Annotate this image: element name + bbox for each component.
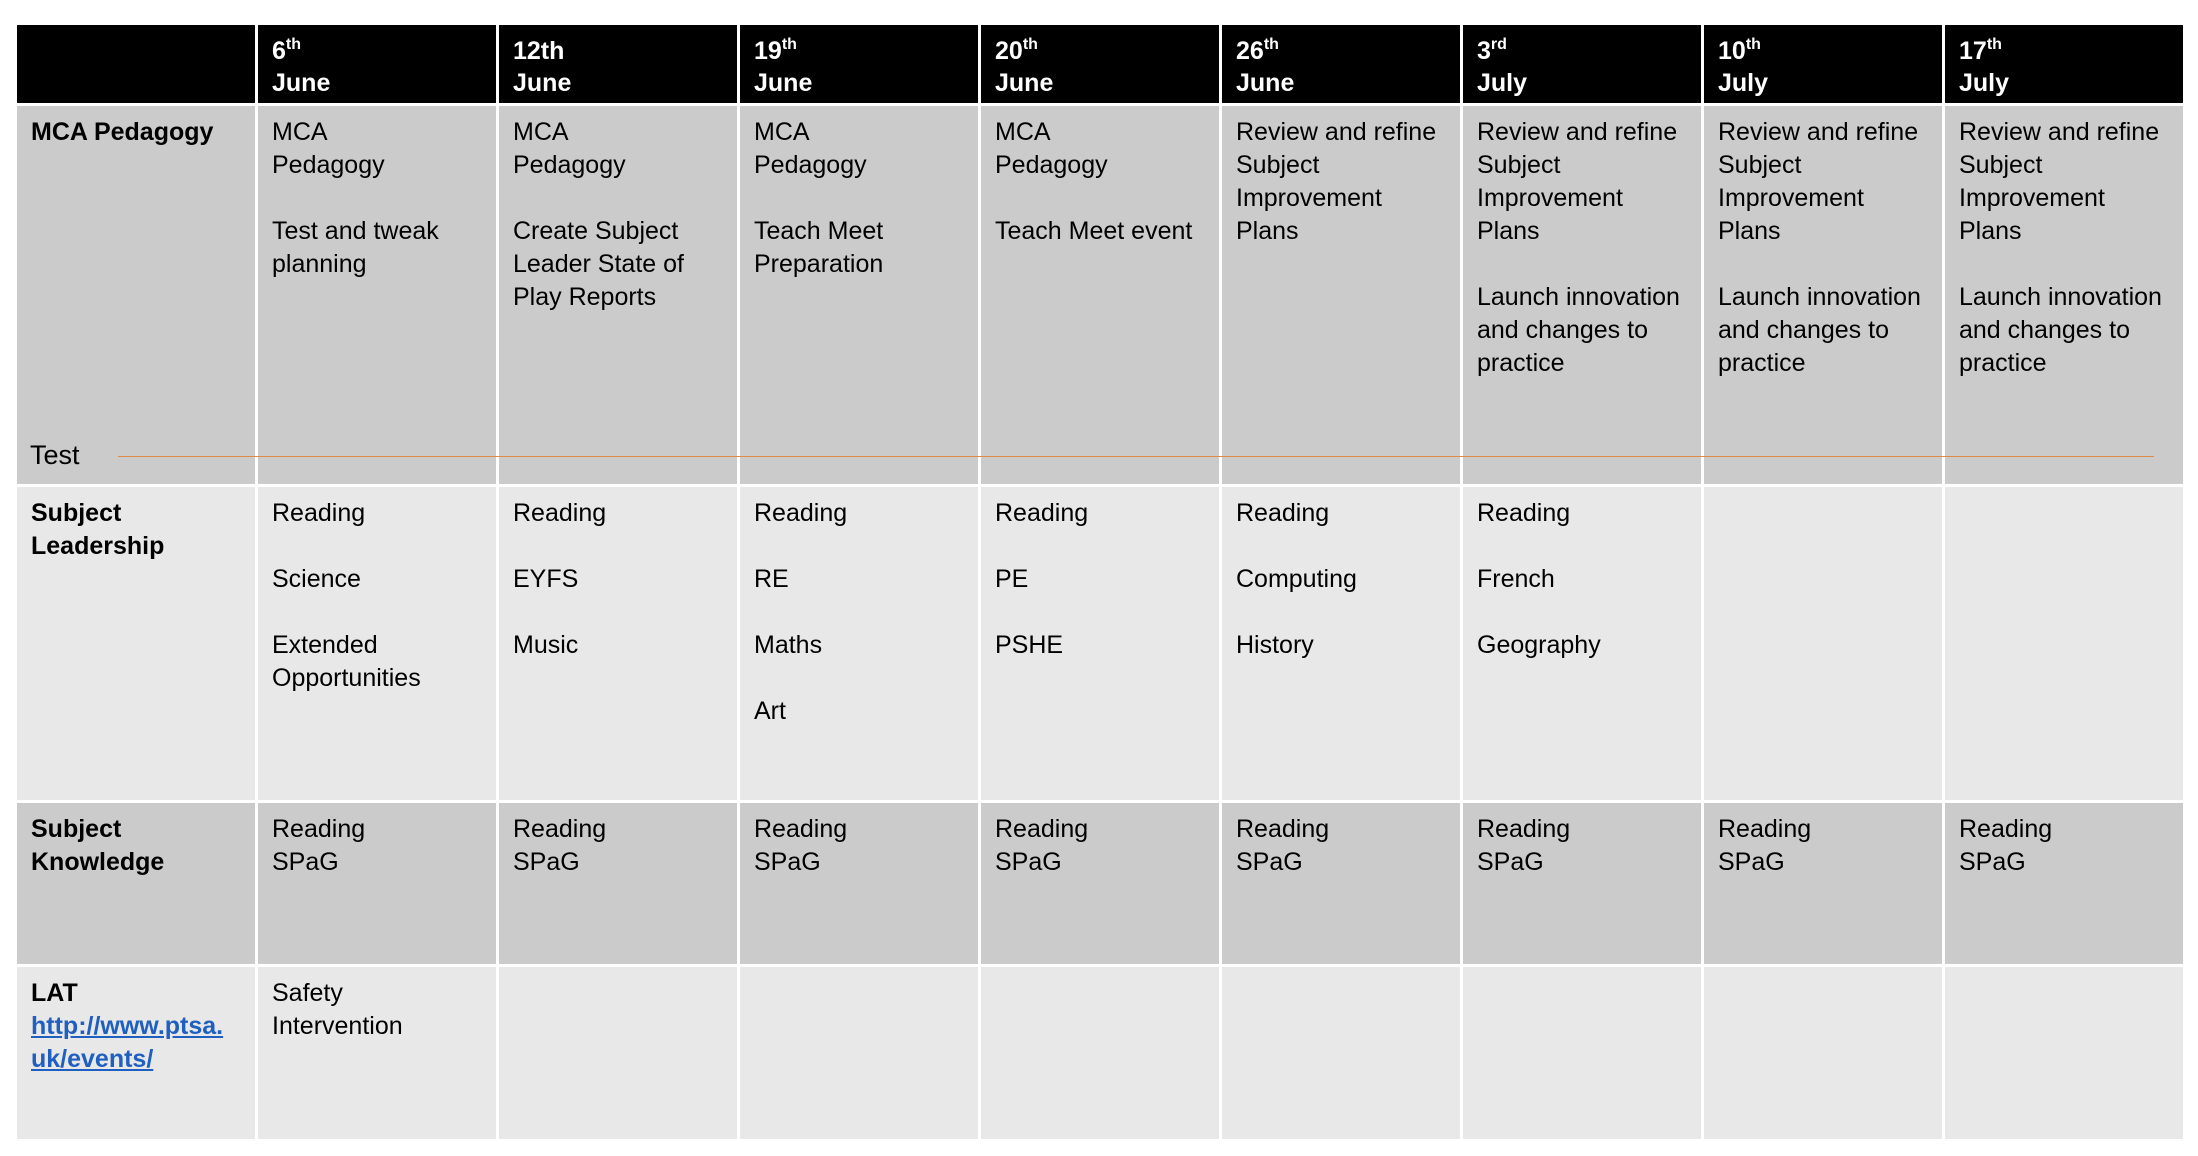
row-subject-knowledge [16,802,2185,966]
cell-entry: Review and refine Subject Improvement Plans [1959,118,2160,245]
schedule-cell [1944,105,2185,486]
cell-entry: Reading SPaG [1959,815,2053,876]
date-header: 6th June [257,24,498,105]
schedule-cell [498,966,739,1141]
cell-entry: Art [754,697,786,725]
cell-entry: Reading [754,499,848,527]
row-label: Subject Leadership [16,486,257,802]
cell-entry: Review and refine Subject Improvement Plans [1477,118,1678,245]
schedule-cell [1462,966,1703,1141]
cell-entry: Reading SPaG [1718,815,1812,876]
cell-entry: Reading [272,499,366,527]
row-mca-pedagogy [16,105,2185,486]
cell-entry: Reading [513,499,607,527]
cell-entry: Reading [1236,499,1330,527]
date-header: 12th June [498,24,739,105]
schedule-cell [257,105,498,486]
cell-entry: Reading SPaG [1236,815,1330,876]
schedule-cell [1703,486,1944,802]
schedule-cell [257,966,498,1141]
schedule-cell [1462,486,1703,802]
cell-entry: Reading SPaG [754,815,848,876]
cell-entry: MCA Pedagogy [513,118,626,179]
schedule-cell [1221,966,1462,1141]
header-corner [16,24,257,105]
date-header: 26th June [1221,24,1462,105]
schedule-cell [980,486,1221,802]
cell-entry: Test and tweak planning [272,217,439,278]
cell-entry: EYFS [513,565,579,593]
cell-entry: Computing [1236,565,1357,593]
cell-entry: Music [513,631,579,659]
schedule-cell [739,486,980,802]
test-annotation-line [118,456,2154,457]
schedule-cell [980,802,1221,966]
schedule-cell [1221,486,1462,802]
schedule-cell [739,802,980,966]
schedule-cell [1221,105,1462,486]
cell-entry: Reading SPaG [995,815,1089,876]
schedule-table [14,22,2186,1142]
test-annotation-label: Test [30,440,80,470]
cell-entry: Maths [754,631,823,659]
cell-entry: History [1236,631,1314,659]
cell-entry: MCA Pedagogy [272,118,385,179]
schedule-cell [739,105,980,486]
row-subject-leadership [16,486,2185,802]
cell-entry: Reading SPaG [272,815,366,876]
schedule-cell [1944,966,2185,1141]
cell-entry: RE [754,565,789,593]
cell-entry: Reading [995,499,1089,527]
date-header: 17th July [1944,24,2185,105]
ptsa-events-link[interactable]: http://www.ptsa. uk/events/ [31,1012,224,1073]
cell-entry: French [1477,565,1555,593]
cell-entry: Teach Meet Preparation [754,217,884,278]
schedule-cell [1462,105,1703,486]
cell-entry: PSHE [995,631,1064,659]
date-header: 10th July [1703,24,1944,105]
schedule-cell [1944,486,2185,802]
cell-entry: MCA Pedagogy [995,118,1108,179]
schedule-cell [498,802,739,966]
cell-entry: Extended Opportunities [272,631,421,692]
schedule-cell [1462,802,1703,966]
date-header: 19th June [739,24,980,105]
cell-entry: MCA Pedagogy [754,118,867,179]
cell-entry: Launch innovation and changes to practice [1477,283,1680,377]
schedule-cell [257,802,498,966]
schedule-cell [980,966,1221,1141]
schedule-cell [1944,802,2185,966]
cell-entry: Reading [1477,499,1571,527]
schedule-cell [498,486,739,802]
schedule-cell [1221,802,1462,966]
row-label: MCA Pedagogy [16,105,257,486]
schedule-cell [1703,802,1944,966]
cell-entry: Launch innovation and changes to practice [1718,283,1921,377]
cell-entry: Launch innovation and changes to practice [1959,283,2162,377]
row-label: LAT http://www.ptsa. uk/events/ [16,966,257,1141]
cell-entry: Review and refine Subject Improvement Plans [1236,118,1437,245]
cell-entry: Safety Intervention [272,979,403,1040]
schedule-cell [739,966,980,1141]
schedule-cell [257,486,498,802]
row-lat [16,966,2185,1141]
cell-entry: Geography [1477,631,1601,659]
cell-entry: Reading SPaG [1477,815,1571,876]
cell-entry: Create Subject Leader State of Play Reports [513,217,684,311]
cell-entry: Science [272,565,361,593]
date-header: 20th June [980,24,1221,105]
schedule-cell [980,105,1221,486]
row-label: Subject Knowledge [16,802,257,966]
schedule-cell [1703,105,1944,486]
schedule-cell [498,105,739,486]
cell-entry: Review and refine Subject Improvement Plans [1718,118,1919,245]
cell-entry: PE [995,565,1029,593]
cell-entry: Reading SPaG [513,815,607,876]
cell-entry: Teach Meet event [995,217,1193,245]
date-header: 3rd July [1462,24,1703,105]
schedule-cell [1703,966,1944,1141]
header-row [16,24,2185,105]
